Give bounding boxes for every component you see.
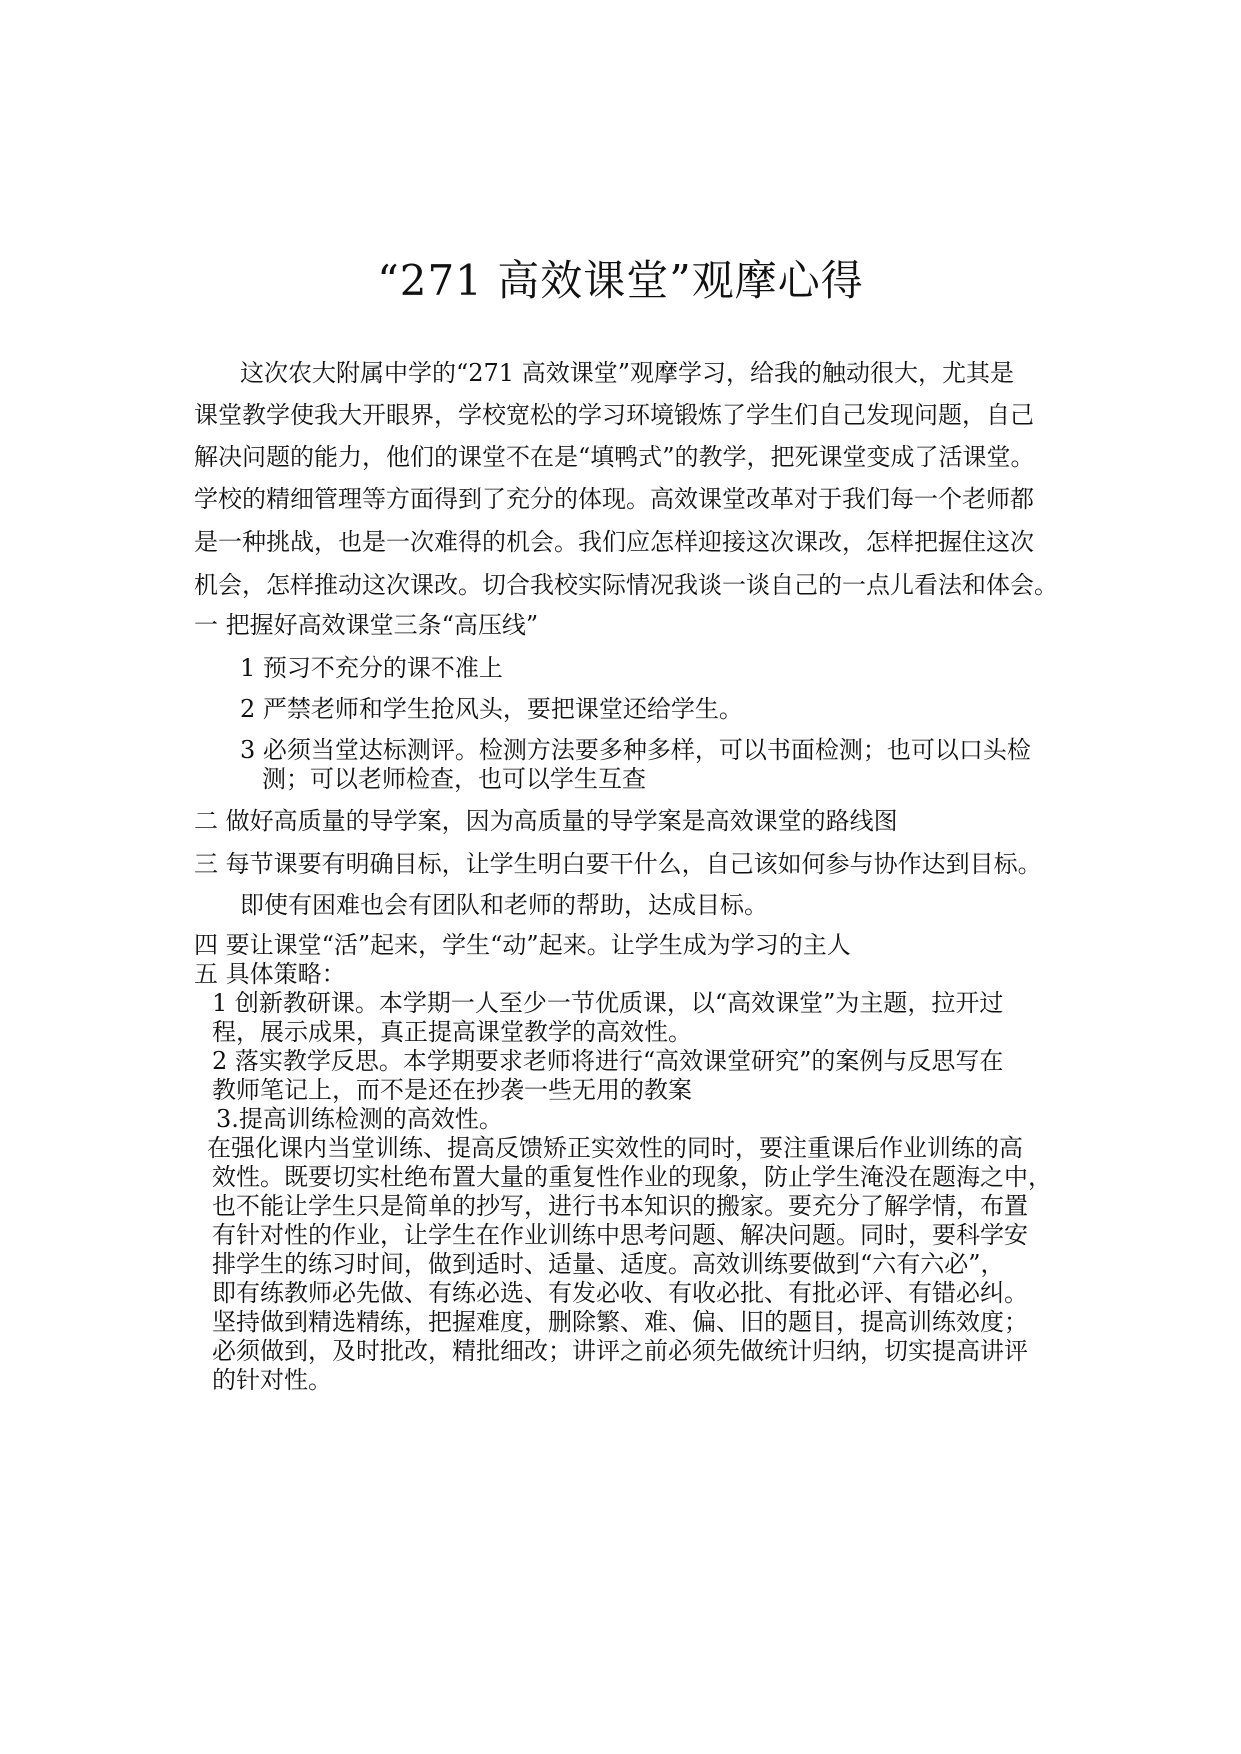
document-title: “271 高效课堂”观摩心得 xyxy=(377,256,864,305)
section5-line: 有针对性的作业，让学生在作业训练中思考问题、解决问题。同时，要科学安 xyxy=(212,1221,1028,1249)
section5-line: 教师笔记上，而不是还在抄袭一些无用的教案 xyxy=(212,1076,692,1104)
section5-heading: 五 具体策略： xyxy=(194,960,346,988)
section4-line: 四 要让课堂“活”起来，学生“动”起来。让学生成为学习的主人 xyxy=(194,931,851,959)
section1-item: 2 严禁老师和学生抢风头，要把课堂还给学生。 xyxy=(240,695,743,723)
section1-item: 3 必须当堂达标测评。检测方法要多种多样，可以书面检测；也可以口头检 xyxy=(240,736,1031,764)
section5-line: 也不能让学生只是简单的抄写，进行书本知识的搬家。要充分了解学情，布置 xyxy=(212,1192,1028,1220)
section5-line: 坚持做到精选精练，把握难度，删除繁、难、偏、旧的题目，提高训练效度； xyxy=(212,1308,1028,1336)
intro-line: 这次农大附属中学的“271 高效课堂”观摩学习，给我的触动很大，尤其是 xyxy=(240,359,1014,387)
section5-line: 即有练教师必先做、有练必选、有发必收、有收必批、有批必评、有错必纠。 xyxy=(212,1279,1028,1307)
section3-line: 即使有困难也会有团队和老师的帮助，达成目标。 xyxy=(240,891,768,919)
section1-heading: 一 把握好高效课堂三条“高压线” xyxy=(194,611,539,639)
section5-line: 2 落实教学反思。本学期要求老师将进行“高效课堂研究”的案例与反思写在 xyxy=(212,1047,1004,1075)
section5-line: 的针对性。 xyxy=(212,1366,332,1394)
section1-item: 1 预习不充分的课不准上 xyxy=(240,654,503,682)
section5-line: 排学生的练习时间，做到适时、适量、适度。高效训练要做到“六有六必”， xyxy=(212,1250,1005,1278)
intro-line: 机会，怎样推动这次课改。切合我校实际情况我谈一谈自己的一点儿看法和体会。 xyxy=(194,571,1058,599)
intro-line: 学校的精细管理等方面得到了充分的体现。高效课堂改革对于我们每一个老师都 xyxy=(194,485,1034,513)
section5-line: 3.提高训练检测的高效性。 xyxy=(216,1105,503,1133)
intro-line: 课堂教学使我大开眼界，学校宽松的学习环境锻炼了学生们自己发现问题，自己 xyxy=(194,401,1034,429)
section5-line: 程，展示成果，真正提高课堂教学的高效性。 xyxy=(212,1018,692,1046)
section1-item: 测；可以老师检查，也可以学生互查 xyxy=(262,765,646,793)
section5-line: 效性。既要切实杜绝布置大量的重复性作业的现象，防止学生淹没在题海之中， xyxy=(212,1163,1052,1191)
section5-line: 必须做到，及时批改，精批细改；讲评之前必须先做统计归纳，切实提高讲评 xyxy=(212,1337,1028,1365)
intro-line: 是一种挑战，也是一次难得的机会。我们应怎样迎接这次课改，怎样把握住这次 xyxy=(194,528,1034,556)
intro-line: 解决问题的能力，他们的课堂不在是“填鸭式”的教学，把死课堂变成了活课堂。 xyxy=(194,443,1035,471)
section5-line: 在强化课内当堂训练、提高反馈矫正实效性的同时，要注重课后作业训练的高 xyxy=(207,1134,1023,1162)
section5-line: 1 创新教研课。本学期一人至少一节优质课，以“高效课堂”为主题，拉开过 xyxy=(212,989,1004,1017)
section3-line: 三 每节课要有明确目标，让学生明白要干什么，自己该如何参与协作达到目标。 xyxy=(194,850,1042,878)
section2-line: 二 做好高质量的导学案，因为高质量的导学案是高效课堂的路线图 xyxy=(194,807,898,835)
